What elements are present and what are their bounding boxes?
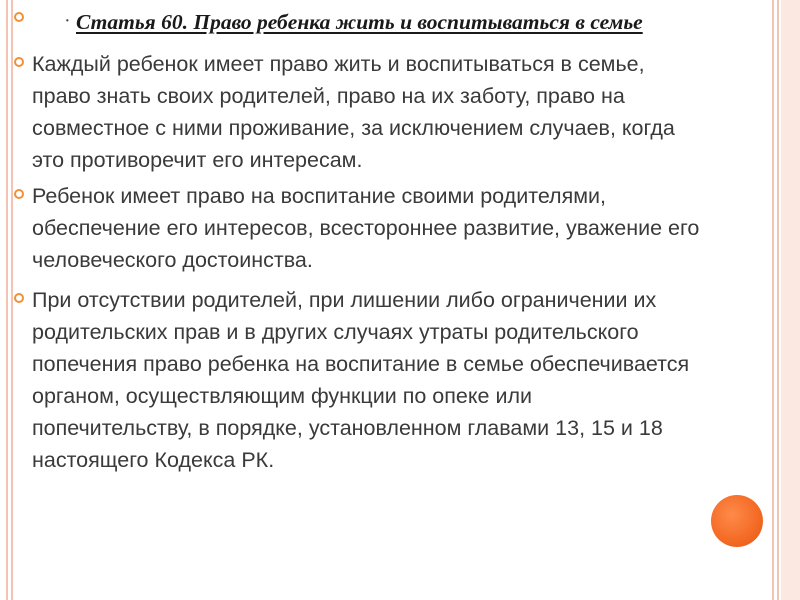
orange-circle-icon [711, 495, 763, 547]
ring-bullet-icon [14, 189, 24, 199]
ring-bullet-icon [14, 293, 24, 303]
left-stripe-inner [11, 0, 13, 600]
paragraph-text: Каждый ребенок имеет право жить и воспитываться в семье, право знать своих родителей, право на их заботу, право на совместное с ними проживание, за исключением случаев, когда это противоречит его интересам. [32, 52, 675, 172]
title-marker: · [64, 10, 71, 32]
paragraph-text: Ребенок имеет право на воспитание своими родителями, обеспечение его интересов, всестороннее развитие, уважение его человеческого достоинства. [32, 184, 700, 272]
slide-title: Статья 60. Право ребенка жить и воспитываться в семье [76, 10, 643, 34]
title-row [14, 6, 776, 40]
paragraph-text: При отсутствии родителей, при лишении либо ограничении их родительских прав и в других случаях утраты родительского попечения право ребенка на воспитание в семье обеспечивается органом, осуществляющим функции по опеке или попечительству, в порядке, установленном главами 13, 15 и 18 настоящего Кодекса РК. [32, 288, 690, 472]
ring-bullet-icon [14, 57, 24, 67]
left-stripe-outer [6, 0, 8, 600]
right-decor-band [781, 0, 800, 600]
ring-bullet-icon [14, 12, 24, 22]
